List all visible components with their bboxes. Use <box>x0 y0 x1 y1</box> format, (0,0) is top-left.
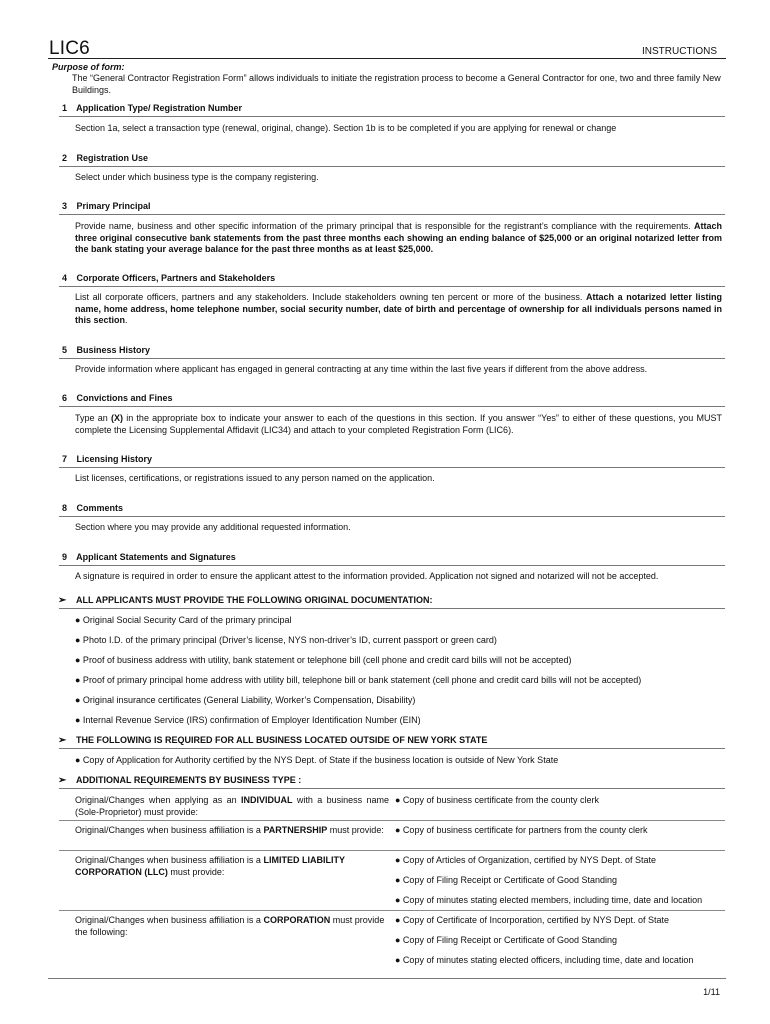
desc-text-cont: with a business name (Sole-Proprietor) must provide: <box>75 795 390 817</box>
desc-text-cont: must provide: <box>327 825 384 835</box>
section-number: 6 <box>62 393 68 403</box>
section-number: 2 <box>62 153 68 163</box>
section-body-emphasis: Attach a notarized letter listing name, home address, home telephone number, social security number, date of birth and percentage of ownership for all individuals persons named in this section <box>75 292 722 325</box>
purpose-text: The “General Contractor Registration Form” allows individuals to initiate the registration process to become a General Contractor for one, two and three family New Buildings. <box>72 73 721 95</box>
outside-ny-heading <box>58 735 487 746</box>
section-divider <box>59 166 725 167</box>
section-number: 1 <box>62 103 68 113</box>
section-title-text: Corporate Officers, Partners and Stakeholders <box>76 273 276 283</box>
section-title-text: Applicant Statements and Signatures <box>76 552 236 562</box>
requirement-item: ● Copy of minutes stating elected members, including time, date and location <box>395 895 703 905</box>
section-title-2 <box>62 153 148 163</box>
row-divider <box>59 910 725 911</box>
arrow-icon: ➢ <box>58 775 67 786</box>
section-body-text: Provide name, business and other specific information of the primary principal that is responsible for the registrant’s compliance with the requirements. <box>75 221 694 231</box>
section-title-7 <box>62 454 152 464</box>
form-id: LIC6 <box>49 38 90 59</box>
section-title-8 <box>62 503 123 513</box>
doc-item: ● Proof of business address with utility, bank statement or telephone bill (cell phone and credit card bills will not be accepted) <box>75 655 572 665</box>
section-title-text: Application Type/ Registration Number <box>76 103 243 113</box>
section-number: 4 <box>62 273 68 283</box>
business-type-desc-corporation <box>75 915 389 938</box>
section-title-6 <box>62 393 173 403</box>
section-title-4 <box>62 273 275 283</box>
business-type-desc-individual <box>75 795 389 818</box>
section-body-end: . <box>125 315 128 325</box>
requirement-item: ● Copy of business certificate from the county clerk <box>395 795 600 805</box>
desc-text-cont: must provide: <box>167 866 225 877</box>
footer-divider <box>48 978 726 979</box>
section-number: 9 <box>62 552 68 562</box>
page-number: 1/11 <box>703 987 720 997</box>
requirement-item: ● Copy of business certificate for partners from the county clerk <box>395 825 648 835</box>
section-divider <box>59 467 725 468</box>
section-title-5 <box>62 345 150 355</box>
desc-text: Original/Changes when applying as an <box>75 795 241 805</box>
section-divider <box>59 214 725 215</box>
section-divider <box>59 608 725 609</box>
section-title-text: Registration Use <box>76 153 149 163</box>
requirement-item: ● Copy of Filing Receipt or Certificate of Good Standing <box>395 875 618 885</box>
section-body-1: Section 1a, select a transaction type (renewal, original, change). Section 1b is to be completed if you are applying for renewal or change <box>75 123 617 133</box>
section-title-text: Primary Principal <box>76 201 151 211</box>
requirement-item: ● Copy of Filing Receipt or Certificate of Good Standing <box>395 935 618 945</box>
section-divider <box>59 788 725 789</box>
row-divider <box>59 820 725 821</box>
arrow-icon: ➢ <box>58 735 67 746</box>
business-type-desc-llc <box>75 855 389 878</box>
doc-item: ● Photo I.D. of the primary principal (Driver’s license, NYS non-driver’s ID, current passport or green card) <box>75 635 497 645</box>
section-body-text: Type an <box>75 413 111 423</box>
section-number: 5 <box>62 345 68 355</box>
section-body-2: Select under which business type is the company registering. <box>75 172 319 182</box>
section-title-text: Convictions and Fines <box>76 393 173 403</box>
business-type-desc-partnership <box>75 825 389 837</box>
section-divider <box>59 116 725 117</box>
business-type-heading <box>58 775 301 786</box>
section-divider <box>59 516 725 517</box>
section-divider <box>59 358 725 359</box>
section-body-3 <box>75 221 722 256</box>
section-number: 3 <box>62 201 68 211</box>
section-body-9: A signature is required in order to ensure the applicant attest to the information provided. Application not signed and notarized will not be accepted. <box>75 571 659 581</box>
section-title-9 <box>62 552 236 562</box>
requirement-item: ● Copy of minutes stating elected officers, including time, date and location <box>395 955 694 965</box>
desc-text: Original/Changes when business affiliation is a <box>75 825 264 835</box>
section-title-text: Comments <box>76 503 124 513</box>
documentation-heading-suffix: : <box>429 595 433 605</box>
section-body-8: Section where you may provide any additional requested information. <box>75 522 351 532</box>
section-body-text-cont: in the appropriate box to indicate your answer to each of the questions in this section. If you answer “Yes” to either of these questions, you MUST complete the Licensing Supplemental Affidavit (LIC34) and attach to your completed Registration Form (LIC6). <box>75 413 722 435</box>
section-title-text: Licensing History <box>76 454 153 464</box>
documentation-heading <box>58 595 433 606</box>
documentation-heading-text: ALL APPLICANTS MUST PROVIDE THE FOLLOWING ORIGINAL DOCUMENTATION <box>76 595 430 605</box>
outside-ny-item: ● Copy of Application for Authority certified by the NYS Dept. of State if the business location is outside of New York State <box>75 755 559 765</box>
section-body-emphasis: (X) <box>110 413 123 423</box>
section-divider <box>59 286 725 287</box>
business-type-heading-text: ADDITIONAL REQUIREMENTS BY BUSINESS TYPE : <box>76 775 302 785</box>
desc-text: Original/Changes when business affiliation is a <box>75 915 264 925</box>
desc-text: Original/Changes when business affiliation is a <box>75 855 264 865</box>
section-body-text: List all corporate officers, partners and any stakeholders. Include stakeholders owning ten percent or more of the business. <box>75 292 587 302</box>
doc-item: ● Original insurance certificates (General Liability, Worker’s Compensation, Disability) <box>75 695 416 705</box>
section-body-6 <box>75 413 722 436</box>
arrow-icon: ➢ <box>58 595 67 606</box>
doc-item: ● Original Social Security Card of the primary principal <box>75 615 292 625</box>
section-divider <box>59 565 725 566</box>
section-divider <box>59 406 725 407</box>
section-title-text: Business History <box>76 345 151 355</box>
section-body-4 <box>75 292 722 327</box>
requirement-item: ● Copy of Certificate of Incorporation, certified by NYS Dept. of State <box>395 915 670 925</box>
purpose-label: Purpose of form: <box>52 62 125 72</box>
business-type-name: INDIVIDUAL <box>240 795 293 805</box>
section-body-5: Provide information where applicant has engaged in general contracting at any time within the last five years if different from the above address. <box>75 364 648 374</box>
business-type-name: LIMITED LIABILITY CORPORATION (LLC) <box>75 855 345 877</box>
section-body-emphasis: Attach three original consecutive bank statements from the past three months each showing an ending balance of $25,000 or an original notarized letter from the bank stating your average balance for the past three months as at least $25,000. <box>75 221 722 254</box>
header-divider <box>48 58 726 59</box>
section-title-1 <box>62 103 242 113</box>
section-number: 7 <box>62 454 68 464</box>
doc-item: ● Proof of primary principal home address with utility bill, telephone bill or bank statement (cell phone and credit card bills will not be accepted) <box>75 675 642 685</box>
row-divider <box>59 850 725 851</box>
section-divider <box>59 748 725 749</box>
desc-text-cont: must provide the following: <box>75 915 385 937</box>
section-body-7: List licenses, certifications, or registrations issued to any person named on the application. <box>75 473 435 483</box>
business-type-name: CORPORATION <box>263 915 331 925</box>
section-number: 8 <box>62 503 68 513</box>
section-title-3 <box>62 201 151 211</box>
requirement-item: ● Copy of Articles of Organization, certified by NYS Dept. of State <box>395 855 657 865</box>
outside-ny-heading-text: THE FOLLOWING IS REQUIRED FOR ALL BUSINESS LOCATED OUTSIDE OF NEW YORK STATE <box>76 735 488 745</box>
form-type-label: INSTRUCTIONS <box>642 46 717 57</box>
doc-item: ● Internal Revenue Service (IRS) confirmation of Employer Identification Number (EIN) <box>75 715 421 725</box>
business-type-name: PARTNERSHIP <box>263 825 328 835</box>
